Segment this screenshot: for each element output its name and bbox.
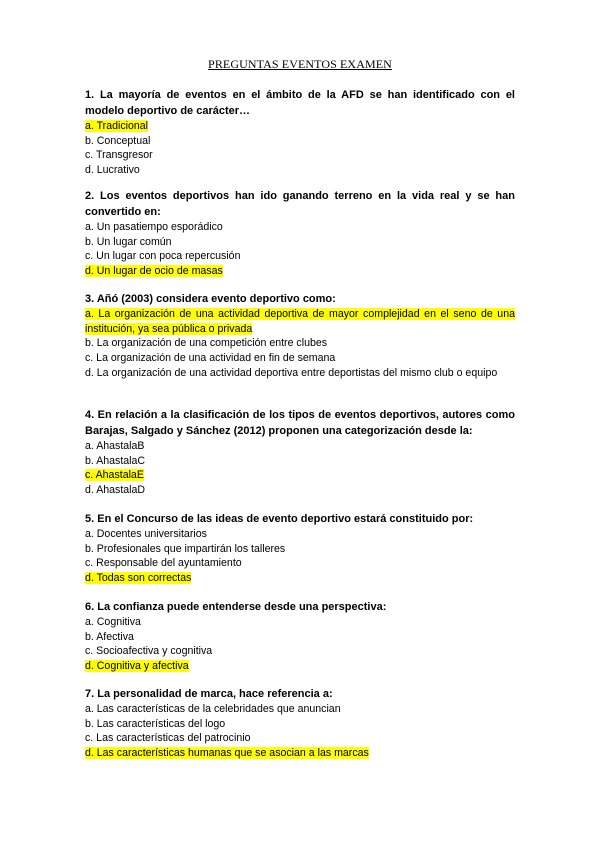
question-text: 2. Los eventos deportivos han ido ganando terreno en la vida real y se han convertido en: xyxy=(85,190,515,218)
answer-option: a. AhastalaB xyxy=(85,440,145,452)
highlighted-answer: a. Tradicional xyxy=(85,120,149,132)
answer-option: c. Transgresor xyxy=(85,149,153,162)
answer-option: b. Afectiva xyxy=(85,630,134,643)
answer-option: c. La organización de una actividad en fin de semana xyxy=(85,352,336,365)
question-text: 3. Añó (2003) considera evento deportivo como: xyxy=(85,293,336,305)
highlighted-answer: d. Todas son correctas xyxy=(85,572,192,585)
highlighted-answer: c. AhastalaE xyxy=(85,469,144,482)
answer-option: c. Un lugar con poca repercusión xyxy=(85,250,241,263)
answer-option xyxy=(85,659,515,674)
answer-option: b. AhastalaC xyxy=(85,454,146,467)
answer-option: b. La organización de una competición entre clubes xyxy=(85,337,328,350)
question-5 xyxy=(85,511,515,586)
answer-option: c. Las características del patrocinio xyxy=(85,732,251,745)
question-2 xyxy=(85,188,515,279)
answer-option xyxy=(85,264,515,279)
question-text: 5. En el Concurso de las ideas de evento deportivo estará constituido por: xyxy=(85,513,474,525)
answer-option: a. Docentes universitarios xyxy=(85,528,207,540)
answer-option xyxy=(85,468,515,483)
question-4 xyxy=(85,407,515,498)
answer-option: d. La organización de una actividad deportiva entre deportistas del mismo club o equipo xyxy=(85,366,498,379)
answer-option: a. Las características de la celebridades que anuncian xyxy=(85,703,341,715)
document-title: PREGUNTAS EVENTOS EXAMEN xyxy=(208,57,392,71)
question-6 xyxy=(85,599,515,674)
question-text: 7. La personalidad de marca, hace referencia a: xyxy=(85,688,333,700)
answer-option xyxy=(85,571,515,586)
question-text: 1. La mayoría de eventos en el ámbito de la AFD se han identificado con el modelo deportivo de carácter… xyxy=(85,89,515,117)
answer-option xyxy=(85,307,515,336)
answer-option: b. Las características del logo xyxy=(85,717,226,730)
question-1 xyxy=(85,87,515,178)
answer-option: c. Responsable del ayuntamiento xyxy=(85,557,242,570)
highlighted-answer: d. Las características humanas que se asocian a las marcas xyxy=(85,747,369,760)
highlighted-answer: a. La organización de una actividad deportiva de mayor complejidad en el seno de una institución, ya sea pública o privada xyxy=(85,308,515,335)
answer-option: b. Un lugar común xyxy=(85,235,172,248)
answer-option: a. Un pasatiempo esporádico xyxy=(85,221,223,233)
answer-option xyxy=(85,119,515,134)
answer-option: c. Socioafectiva y cognitiva xyxy=(85,645,213,658)
highlighted-answer: d. Un lugar de ocio de masas xyxy=(85,265,223,278)
question-3 xyxy=(85,291,515,381)
question-text: 6. La confianza puede entenderse desde una perspectiva: xyxy=(85,601,387,613)
question-text: 4. En relación a la clasificación de los tipos de eventos deportivos, autores como Barajas, Salgado y Sánchez (2012) proponen una categorización desde la: xyxy=(85,409,515,437)
highlighted-answer: d. Cognitiva y afectiva xyxy=(85,660,189,673)
answer-option: d. Lucrativo xyxy=(85,164,140,177)
answer-option xyxy=(85,746,515,761)
answer-option: d. AhastalaD xyxy=(85,484,146,497)
answer-option: b. Conceptual xyxy=(85,134,151,147)
answer-option: b. Profesionales que impartirán los talleres xyxy=(85,542,286,555)
answer-option: a. Cognitiva xyxy=(85,616,141,628)
question-7 xyxy=(85,686,515,761)
